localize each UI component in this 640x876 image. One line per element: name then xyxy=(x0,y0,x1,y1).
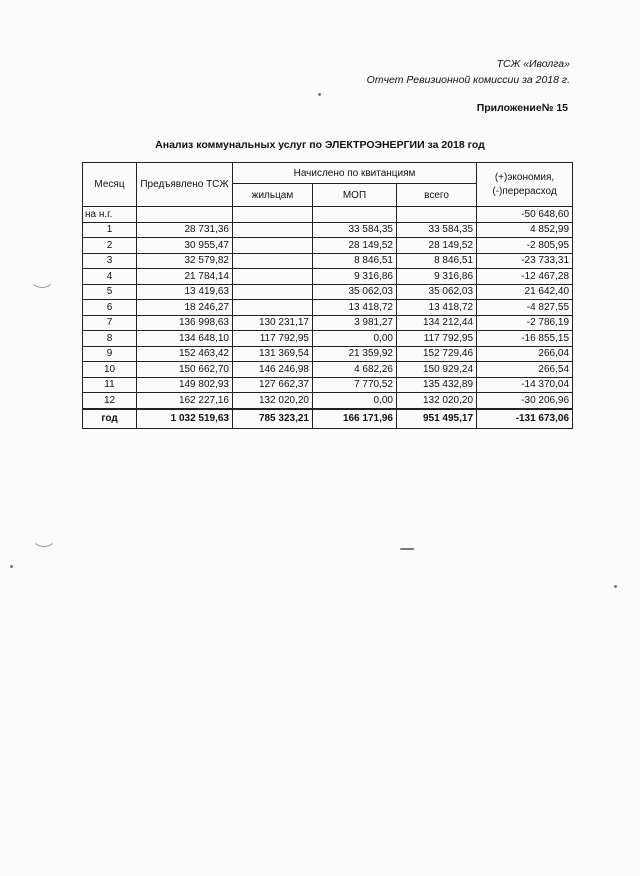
cell-billed: 162 227,16 xyxy=(137,393,233,409)
total-mop: 166 171,96 xyxy=(313,409,397,429)
header-billed: Предъявлено ТСЖ xyxy=(137,163,233,207)
document-title: Анализ коммунальных услуг по ЭЛЕКТРОЭНЕРГИИ за 2018 год xyxy=(155,139,485,151)
cell-residents xyxy=(233,207,313,223)
punch-hole-mark xyxy=(32,527,56,547)
scan-speck xyxy=(318,93,321,96)
table-row xyxy=(83,207,573,223)
cell-billed: 21 784,14 xyxy=(137,269,233,285)
cell-month: 4 xyxy=(83,269,137,285)
cell-month: 1 xyxy=(83,222,137,238)
cell-month: 9 xyxy=(83,346,137,362)
table-row xyxy=(83,222,573,238)
table-row xyxy=(83,269,573,285)
table-row xyxy=(83,393,573,409)
table-row xyxy=(83,284,573,300)
cell-mop: 21 359,92 xyxy=(313,346,397,362)
cell-total: 117 792,95 xyxy=(397,331,477,347)
cell-residents xyxy=(233,238,313,254)
cell-billed: 134 648,10 xyxy=(137,331,233,347)
header-month: Месяц xyxy=(83,163,137,207)
cell-total: 152 729,46 xyxy=(397,346,477,362)
cell-total: 135 432,89 xyxy=(397,377,477,393)
cell-mop: 33 584,35 xyxy=(313,222,397,238)
cell-total xyxy=(397,207,477,223)
cell-billed: 150 662,70 xyxy=(137,362,233,378)
cell-billed: 13 419,63 xyxy=(137,284,233,300)
total-label: год xyxy=(83,409,137,429)
table-row xyxy=(83,315,573,331)
cell-residents: 146 246,98 xyxy=(233,362,313,378)
cell-billed xyxy=(137,207,233,223)
table-body xyxy=(83,207,573,409)
cell-balance: -14 370,04 xyxy=(477,377,573,393)
cell-residents xyxy=(233,284,313,300)
cell-total: 8 846,51 xyxy=(397,253,477,269)
table-row xyxy=(83,362,573,378)
cell-total: 132 020,20 xyxy=(397,393,477,409)
cell-mop: 3 981,27 xyxy=(313,315,397,331)
cell-residents xyxy=(233,269,313,285)
header-charged: Начислено по квитанциям xyxy=(233,163,477,184)
total-balance: -131 673,06 xyxy=(477,409,573,429)
cell-billed: 28 731,36 xyxy=(137,222,233,238)
table-row xyxy=(83,300,573,316)
cell-month: 8 xyxy=(83,331,137,347)
cell-month: 10 xyxy=(83,362,137,378)
header-balance-line2: (-)перерасход xyxy=(492,185,557,197)
table-row xyxy=(83,253,573,269)
cell-month: 11 xyxy=(83,377,137,393)
cell-total: 35 062,03 xyxy=(397,284,477,300)
table-row xyxy=(83,377,573,393)
cell-total: 150 929,24 xyxy=(397,362,477,378)
cell-balance: -23 733,31 xyxy=(477,253,573,269)
cell-balance: 21 642,40 xyxy=(477,284,573,300)
cell-residents xyxy=(233,253,313,269)
cell-total: 28 149,52 xyxy=(397,238,477,254)
cell-balance: 266,04 xyxy=(477,346,573,362)
cell-billed: 136 998,63 xyxy=(137,315,233,331)
cell-balance: -12 467,28 xyxy=(477,269,573,285)
appendix-label: Приложение№ 15 xyxy=(476,102,568,114)
table-row xyxy=(83,238,573,254)
cell-month: на н.г. xyxy=(83,207,137,223)
cell-total: 134 212,44 xyxy=(397,315,477,331)
cell-balance: -2 786,19 xyxy=(477,315,573,331)
header-mop: МОП xyxy=(313,184,397,207)
cell-residents: 130 231,17 xyxy=(233,315,313,331)
cell-total: 33 584,35 xyxy=(397,222,477,238)
total-billed: 1 032 519,63 xyxy=(137,409,233,429)
cell-billed: 152 463,42 xyxy=(137,346,233,362)
cell-balance: -2 805,95 xyxy=(477,238,573,254)
cell-residents: 117 792,95 xyxy=(233,331,313,347)
header-total: всего xyxy=(397,184,477,207)
report-title: Отчет Ревизионной комиссии за 2018 г. xyxy=(366,74,570,86)
punch-hole-mark xyxy=(30,268,54,288)
cell-mop: 0,00 xyxy=(313,331,397,347)
cell-balance: 4 852,99 xyxy=(477,222,573,238)
cell-mop: 35 062,03 xyxy=(313,284,397,300)
cell-month: 12 xyxy=(83,393,137,409)
cell-balance: -4 827,55 xyxy=(477,300,573,316)
cell-balance: -16 855,15 xyxy=(477,331,573,347)
cell-balance: -50 648,60 xyxy=(477,207,573,223)
scan-speck xyxy=(10,565,13,568)
header-residents: жильцам xyxy=(233,184,313,207)
cell-residents: 127 662,37 xyxy=(233,377,313,393)
cell-billed: 30 955,47 xyxy=(137,238,233,254)
org-name: ТСЖ «Иволга» xyxy=(496,58,570,70)
total-row xyxy=(83,409,573,429)
cell-month: 5 xyxy=(83,284,137,300)
cell-billed: 32 579,82 xyxy=(137,253,233,269)
cell-mop: 28 149,52 xyxy=(313,238,397,254)
electricity-analysis-table xyxy=(82,162,573,429)
scan-speck xyxy=(400,548,414,550)
cell-mop: 9 316,86 xyxy=(313,269,397,285)
cell-month: 2 xyxy=(83,238,137,254)
cell-mop: 0,00 xyxy=(313,393,397,409)
cell-mop: 4 682,26 xyxy=(313,362,397,378)
cell-billed: 149 802,93 xyxy=(137,377,233,393)
cell-total: 13 418,72 xyxy=(397,300,477,316)
cell-balance: -30 206,96 xyxy=(477,393,573,409)
cell-month: 3 xyxy=(83,253,137,269)
cell-residents xyxy=(233,222,313,238)
cell-billed: 18 246,27 xyxy=(137,300,233,316)
header-balance-line1: (+)экономия, xyxy=(494,171,555,183)
cell-total: 9 316,86 xyxy=(397,269,477,285)
cell-balance: 266,54 xyxy=(477,362,573,378)
cell-mop: 8 846,51 xyxy=(313,253,397,269)
cell-mop: 7 770,52 xyxy=(313,377,397,393)
header-balance xyxy=(477,163,573,207)
table-row xyxy=(83,346,573,362)
total-residents: 785 323,21 xyxy=(233,409,313,429)
total-total: 951 495,17 xyxy=(397,409,477,429)
table-row xyxy=(83,331,573,347)
cell-mop: 13 418,72 xyxy=(313,300,397,316)
scan-speck xyxy=(614,585,617,588)
cell-mop xyxy=(313,207,397,223)
cell-residents: 132 020,20 xyxy=(233,393,313,409)
cell-residents xyxy=(233,300,313,316)
cell-residents: 131 369,54 xyxy=(233,346,313,362)
cell-month: 7 xyxy=(83,315,137,331)
cell-month: 6 xyxy=(83,300,137,316)
